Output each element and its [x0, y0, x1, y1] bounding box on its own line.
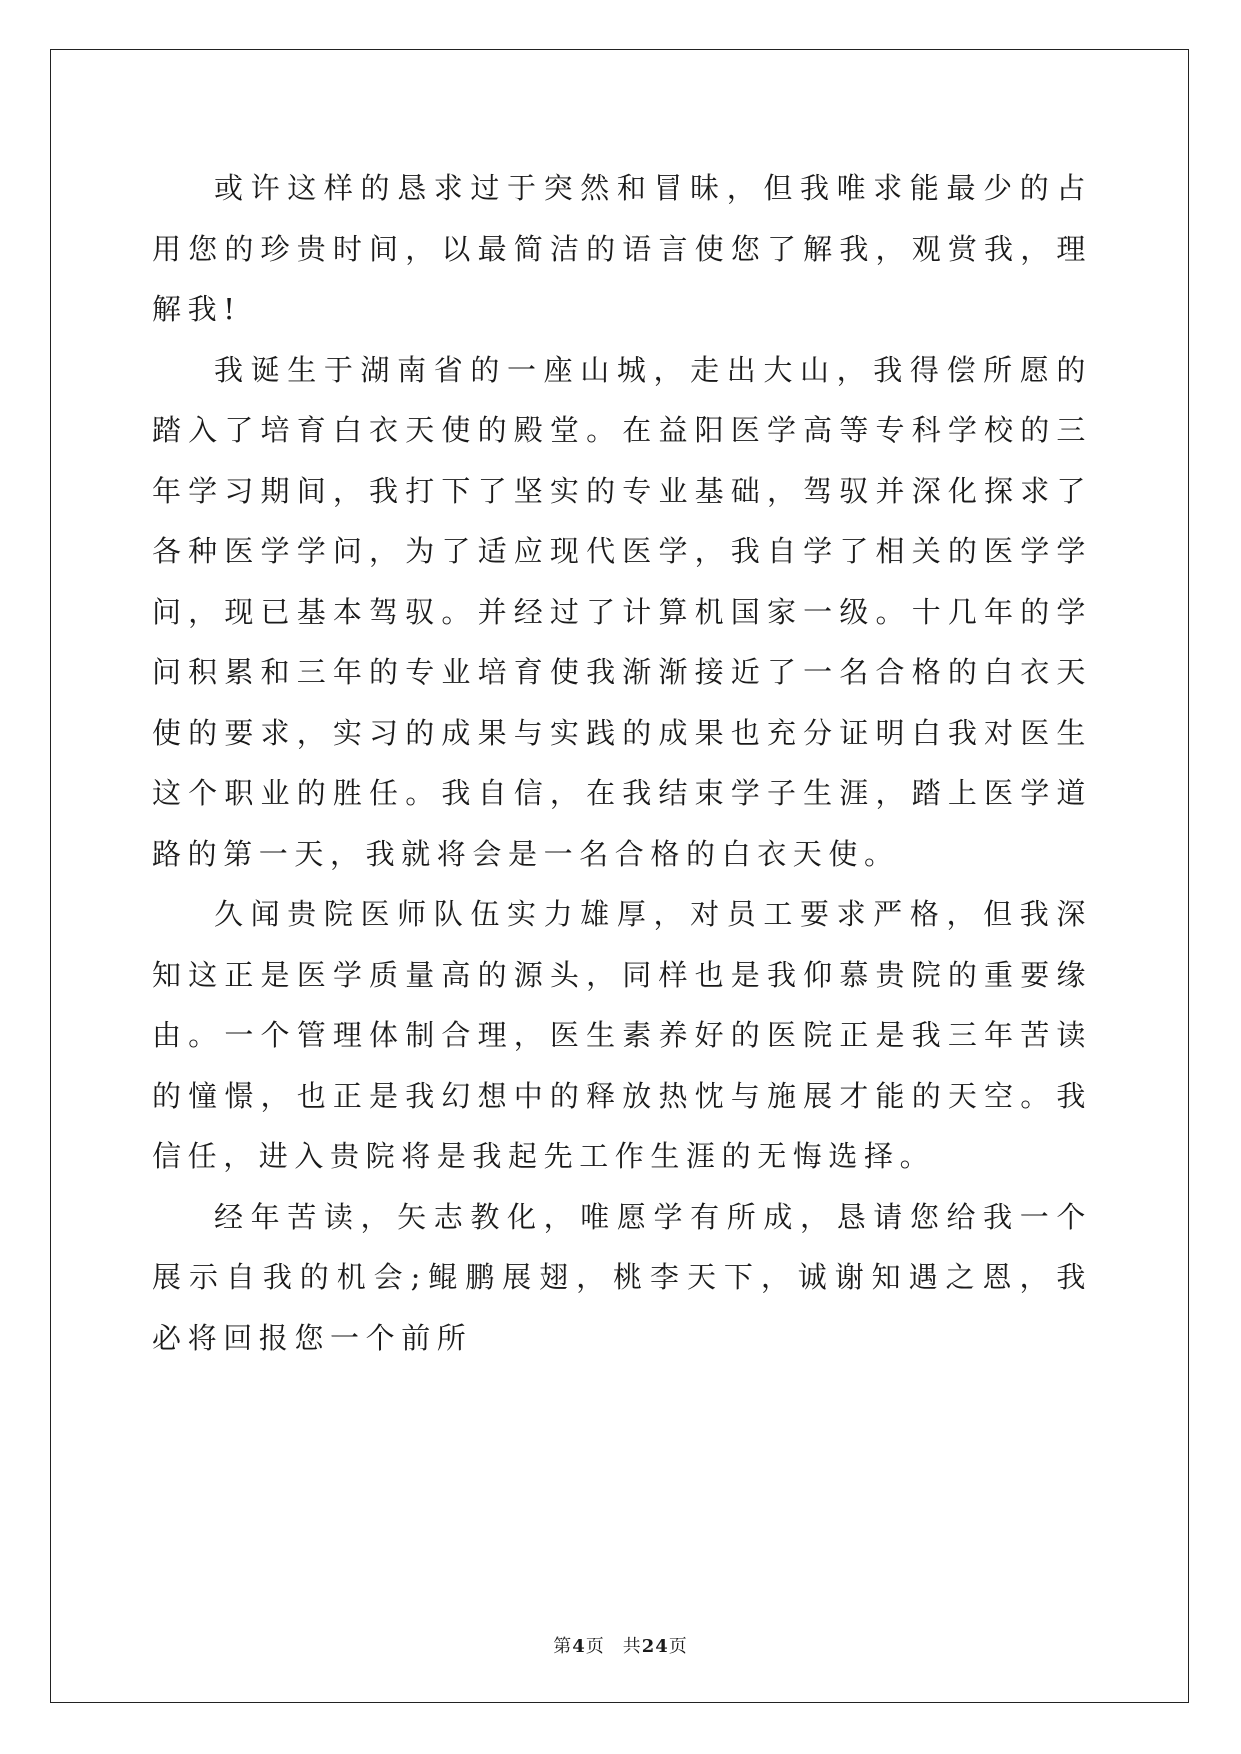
paragraph-background: 我诞生于湖南省的一座山城，走出大山，我得偿所愿的踏入了培育白衣天使的殿堂。在益阳医学高等专科学校的三年学习期间，我打下了坚实的专业基础，驾驭并深化探求了各种医学学问，为了适应现代医学，我自学了相关的医学学问，现已基本驾驭。并经过了计算机国家一级。十几年的学问积累和三年的专业培育使我渐渐接近了一名合格的白衣天使的要求，实习的成果与实践的成果也充分证明白我对医生这个职业的胜任。我自信，在我结束学子生涯，踏上医学道路的第一天，我就将会是一名合格的白衣天使。: [152, 352, 1092, 871]
total-pages: 24: [641, 1636, 669, 1657]
paragraph-request: 或许这样的恳求过于突然和冒昧，但我唯求能最少的占用您的珍贵时间，以最简洁的语言使您了解我，观赏我，理解我!: [152, 171, 1092, 326]
page-prefix: 第: [553, 1636, 573, 1657]
paragraph-closing: 经年苦读，矢志教化，唯愿学有所成，恳请您给我一个展示自我的机会;鲲鹏展翅，桃李天下，诚谢知遇之恩，我必将回报您一个前所: [152, 1199, 1092, 1355]
paragraph-hospital: 久闻贵院医师队伍实力雄厚，对员工要求严格，但我深知这正是医学质量高的源头，同样也是我仰慕贵院的重要缘由。一个管理体制合理，医生素养好的医院正是我三年苦读的憧憬，也正是我幻想中的释放热忱与施展才能的天空。我信任，进入贵院将是我起先工作生涯的无悔选择。: [152, 897, 1092, 1173]
total-suffix: 页: [668, 1636, 688, 1657]
document-body: [152, 158, 1092, 1368]
page-footer: [0, 1632, 1241, 1658]
page-number: 4: [572, 1636, 586, 1657]
total-prefix: 共: [622, 1636, 642, 1657]
page-suffix: 页: [585, 1636, 605, 1657]
